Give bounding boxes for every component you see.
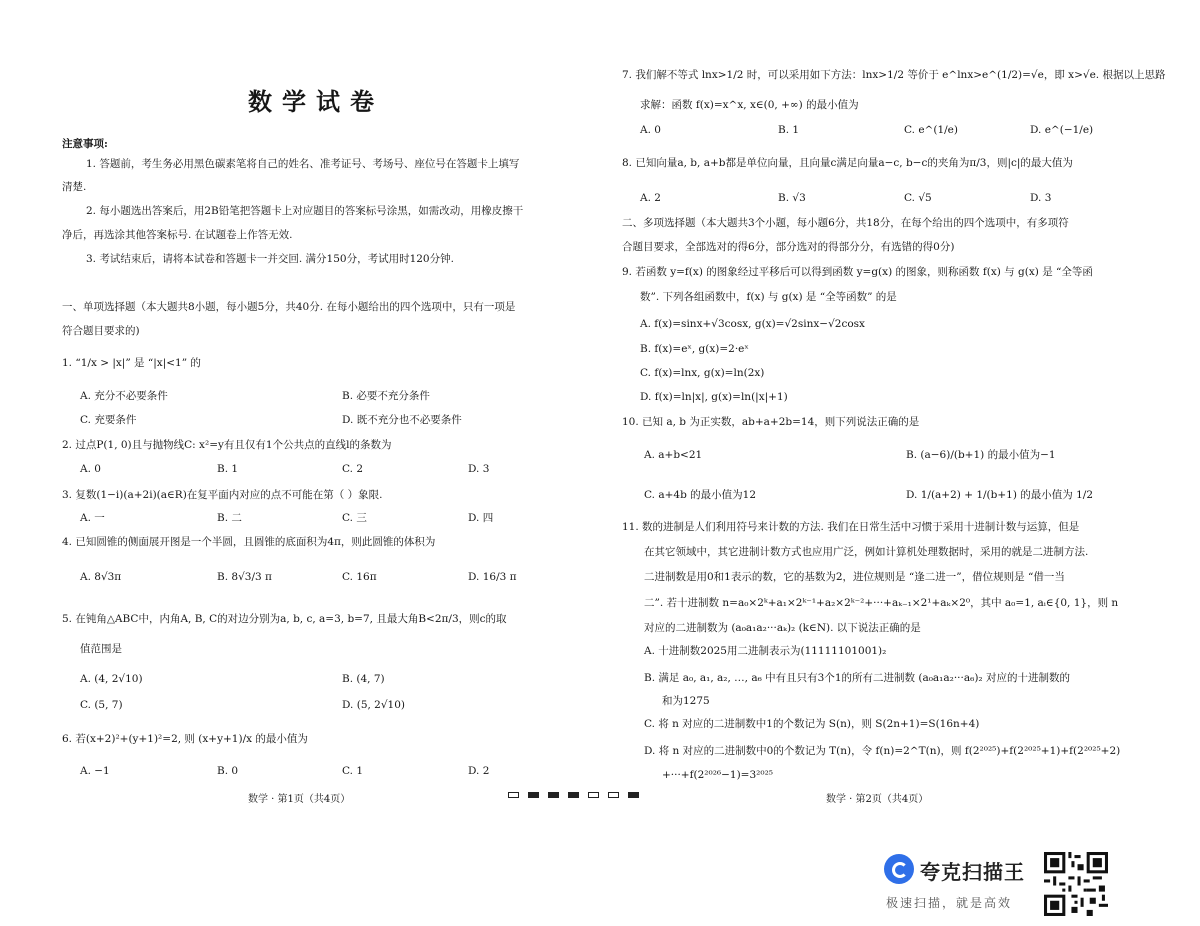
q7-option-a: A. 0: [640, 124, 661, 136]
footer-right: 数学 · 第2页（共4页）: [826, 794, 929, 805]
section2-heading-cont: 合题目要求，全部选对的得6分，部分选对的得部分分，有选错的得0分): [622, 241, 955, 253]
q10-option-d: D. 1/(a+2) + 1/(b+1) 的最小值为 1/2: [906, 489, 1094, 501]
q7-option-b: B. 1: [778, 124, 800, 136]
q4-option-b: B. 8√3/3 π: [217, 571, 272, 583]
q1-option-a: A. 充分不必要条件: [80, 390, 168, 402]
q8-option-a: A. 2: [640, 192, 661, 204]
q1-option-d: D. 既不充分也不必要条件: [342, 414, 462, 426]
q3-option-d: D. 四: [468, 512, 494, 524]
q11-line5: 对应的二进制数为 (a₀a₁a₂···aₖ)₂ (k∈N). 以下说法正确的是: [644, 622, 921, 634]
q11-line3: 二进制数是用0和1表示的数，它的基数为2，进位规则是 “逢二进一”，借位规则是 “借一当: [644, 571, 1065, 583]
q5-option-b: B. (4, 7): [342, 673, 385, 685]
q1-stem: 1. “1/x > |x|” 是 “|x|<1” 的: [62, 357, 201, 369]
q7-option-d: D. e^(−1/e): [1030, 124, 1094, 136]
q9-option-b: B. f(x)=eˣ, g(x)=2·eˣ: [640, 343, 749, 355]
q9-stem: 9. 若函数 y=f(x) 的图象经过平移后可以得到函数 y=g(x) 的图象，则称函数 f(x) 与 g(x) 是 “全等函: [622, 266, 1093, 278]
section1-heading-cont: 符合题目要求的): [62, 325, 140, 337]
q6-option-a: A. −1: [80, 765, 110, 777]
note-3: 3. 考试结束后，请将本试卷和答题卡一并交回. 满分150分，考试用时120分钟.: [86, 253, 454, 265]
q4-option-c: C. 16π: [342, 571, 377, 583]
q9-stem-cont: 数”. 下列各组函数中，f(x) 与 g(x) 是 “全等函数” 的是: [640, 291, 897, 303]
q2-option-a: A. 0: [80, 463, 101, 475]
q8-option-c: C. √5: [904, 192, 932, 204]
q11-option-a: A. 十进制数2025用二进制表示为(11111101001)₂: [644, 645, 887, 657]
q8-option-b: B. √3: [778, 192, 806, 204]
exam-title: 数学试卷: [248, 87, 384, 116]
q6-option-c: C. 1: [342, 765, 364, 777]
q6-option-d: D. 2: [468, 765, 490, 777]
q1-option-b: B. 必要不充分条件: [342, 390, 430, 402]
footer-left: 数学 · 第1页（共4页）: [248, 794, 351, 805]
q7-stem: 7. 我们解不等式 lnx>1/2 时，可以采用如下方法：lnx>1/2 等价于 e^lnx>e^(1/2)=√e，即 x>√e. 根据以上思路: [622, 69, 1166, 81]
q11-option-b: B. 满足 a₀, a₁, a₂, …, a₆ 中有且只有3个1的所有二进制数 (a₀a₁a₂···a₆)₂ 对应的十进制数的: [644, 672, 1070, 684]
mark-filled: [548, 792, 559, 798]
q11-option-d-cont: +···+f(2²⁰²⁶−1)=3²⁰²⁵: [662, 769, 773, 781]
q3-option-c: C. 三: [342, 512, 367, 524]
mark-filled: [628, 792, 639, 798]
note-2-cont: 净后，再选涂其他答案标号. 在试题卷上作答无效.: [62, 229, 293, 241]
q11-line2: 在其它领域中，其它进制计数方式也应用广泛，例如计算机处理数据时，采用的就是二进制方法.: [644, 546, 1089, 558]
brand-slogan: 极速扫描，就是高效: [886, 896, 1013, 910]
q2-option-b: B. 1: [217, 463, 239, 475]
qr-code-icon: [1044, 852, 1108, 916]
quark-logo-icon: [884, 854, 914, 884]
brand-name: 夸克扫描王: [920, 860, 1025, 884]
q11-line1: 11. 数的进制是人们利用符号来计数的方法. 我们在日常生活中习惯于采用十进制计数与运算，但是: [622, 521, 1080, 533]
q9-option-d: D. f(x)=ln|x|, g(x)=ln(|x|+1): [640, 391, 788, 403]
q11-option-c: C. 将 n 对应的二进制数中1的个数记为 S(n)，则 S(2n+1)=S(16n+4): [644, 718, 980, 730]
q8-option-d: D. 3: [1030, 192, 1052, 204]
notes-heading: 注意事项:: [62, 138, 108, 150]
q10-option-a: A. a+b<21: [644, 449, 703, 461]
q4-option-d: D. 16/3 π: [468, 571, 517, 583]
q11-option-b-cont: 和为1275: [662, 695, 710, 707]
q4-stem: 4. 已知圆锥的侧面展开图是一个半圆，且圆锥的底面积为4π，则此圆锥的体积为: [62, 536, 436, 548]
q5-stem: 5. 在钝角△ABC中，内角A, B, C的对边分别为a, b, c, a=3, b=7, 且最大角B<2π/3，则c的取: [62, 613, 507, 625]
q3-stem: 3. 复数(1−i)(a+2i)(a∈R)在复平面内对应的点不可能在第（ ）象限.: [62, 489, 383, 501]
q10-option-b: B. (a−6)/(b+1) 的最小值为−1: [906, 449, 1056, 461]
q3-option-b: B. 二: [217, 512, 242, 524]
q11-line4: 二”. 若十进制数 n=a₀×2ᵏ+a₁×2ᵏ⁻¹+a₂×2ᵏ⁻²+···+aₖ₋₁×2¹+aₖ×2⁰，其中 a₀=1, aᵢ∈{0, 1}，则 n: [644, 597, 1119, 609]
q2-option-d: D. 3: [468, 463, 490, 475]
mark-open: [588, 792, 599, 798]
q11-option-d: D. 将 n 对应的二进制数中0的个数记为 T(n)，令 f(n)=2^T(n)，则 f(2²⁰²⁵)+f(2²⁰²⁵+1)+f(2²⁰²⁵+2): [644, 745, 1121, 757]
q2-option-c: C. 2: [342, 463, 364, 475]
scanner-brand: [884, 852, 1034, 916]
q4-option-a: A. 8√3π: [80, 571, 122, 583]
q10-stem: 10. 已知 a, b 为正实数，ab+a+2b=14，则下列说法正确的是: [622, 416, 920, 428]
q9-option-c: C. f(x)=lnx, g(x)=ln(2x): [640, 367, 765, 379]
page-marks: [508, 792, 660, 802]
mark-filled: [568, 792, 579, 798]
section1-heading: 一、单项选择题（本大题共8小题，每小题5分，共40分. 在每小题给出的四个选项中，只有一项是: [62, 301, 516, 313]
q6-option-b: B. 0: [217, 765, 239, 777]
q6-stem: 6. 若(x+2)²+(y+1)²=2, 则 (x+y+1)/x 的最小值为: [62, 733, 308, 745]
q3-option-a: A. 一: [80, 512, 105, 524]
mark-open: [508, 792, 519, 798]
q9-option-a: A. f(x)=sinx+√3cosx, g(x)=√2sinx−√2cosx: [640, 318, 865, 330]
q5-stem-cont: 值范围是: [80, 643, 122, 655]
q5-option-c: C. (5, 7): [80, 699, 123, 711]
note-2: 2. 每小题选出答案后，用2B铅笔把答题卡上对应题目的答案标号涂黑，如需改动，用橡皮擦干: [86, 205, 524, 217]
mark-open: [608, 792, 619, 798]
q5-option-d: D. (5, 2√10): [342, 699, 405, 711]
q7-stem-cont: 求解：函数 f(x)=x^x, x∈(0, +∞) 的最小值为: [640, 99, 859, 111]
note-1: 1. 答题前，考生务必用黑色碳素笔将自己的姓名、准考证号、考场号、座位号在答题卡上填写: [86, 158, 520, 170]
section2-heading: 二、多项选择题（本大题共3个小题，每小题6分，共18分，在每个给出的四个选项中，有多项符: [622, 217, 1069, 229]
q10-option-c: C. a+4b 的最小值为12: [644, 489, 756, 501]
q1-option-c: C. 充要条件: [80, 414, 137, 426]
q8-stem: 8. 已知向量a, b, a+b都是单位向量，且向量c满足向量a−c, b−c的夹角为π/3，则|c|的最大值为: [622, 157, 1073, 169]
mark-filled: [528, 792, 539, 798]
q5-option-a: A. (4, 2√10): [80, 673, 143, 685]
note-1-cont: 清楚.: [62, 181, 87, 193]
q7-option-c: C. e^(1/e): [904, 124, 958, 136]
q2-stem: 2. 过点P(1, 0)且与抛物线C: x²=y有且仅有1个公共点的直线l的条数为: [62, 439, 392, 451]
